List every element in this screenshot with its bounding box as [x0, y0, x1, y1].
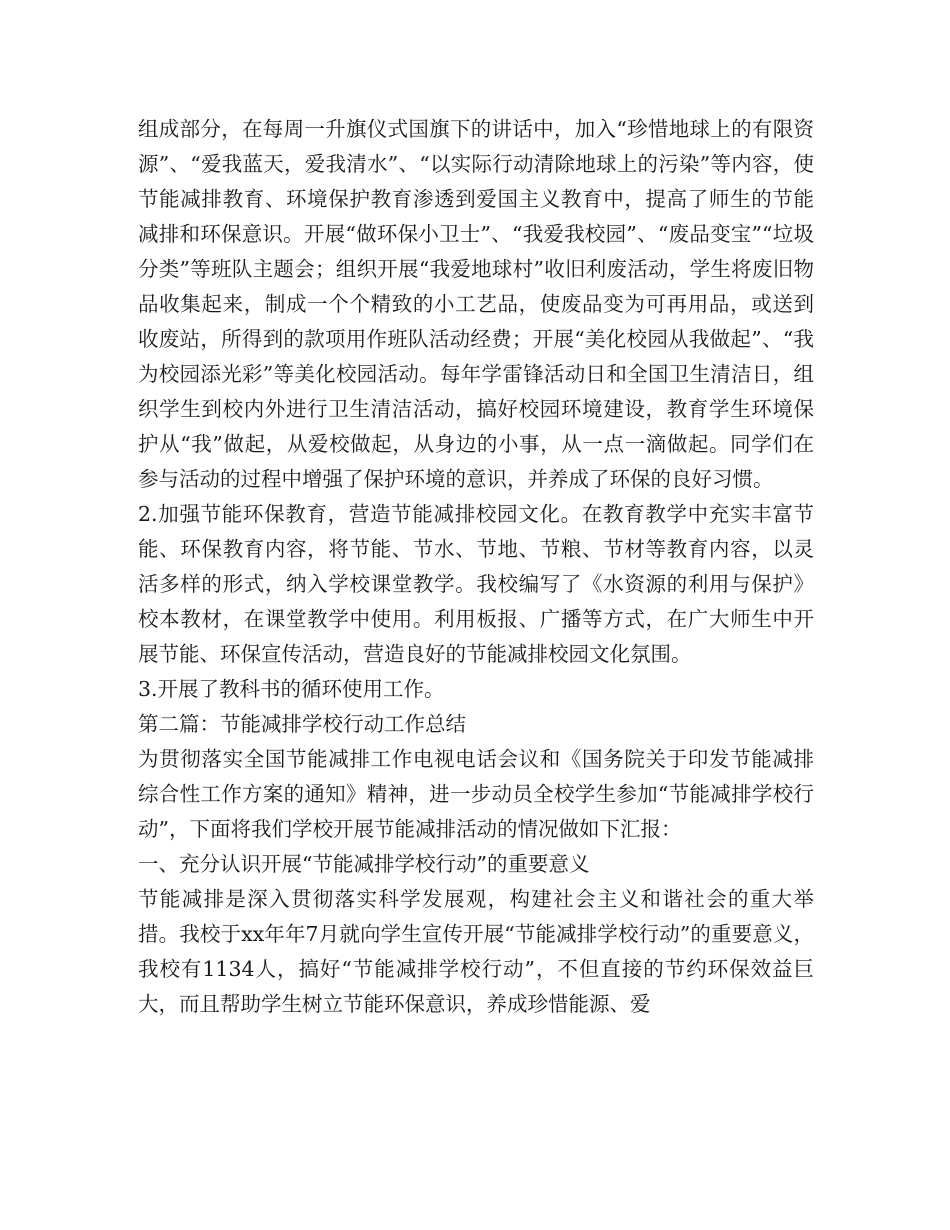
- paragraph-intro: 为贯彻落实全国节能减排工作电视电话会议和《国务院关于印发节能减排综合性工作方案的通知》精神，进一步动员全校学生参加“节能减排学校行动”，下面将我们学校开展节能减排活动的情况做如下汇报：: [138, 747, 814, 841]
- paragraph-significance: 节能减排是深入贯彻落实科学发展观，构建社会主义和谐社会的重大举措。我校于xx年年7月就向学生宣传开展“节能减排学校行动”的重要意义，我校有1134人，搞好“节能减排学校行动”，不但直接的节约环保效益巨大，而且帮助学生树立节能环保意识，养成珍惜能源、爱: [138, 887, 814, 1016]
- section-heading-one: 一、充分认识开展“节能减排学校行动”的重要意义: [138, 852, 590, 876]
- document-body: [138, 112, 814, 1022]
- paragraph-activities: 组成部分，在每周一升旗仪式国旗下的讲话中，加入“珍惜地球上的有限资源”、“爱我蓝天，爱我清水”、“以实际行动清除地球上的污染”等内容，使节能减排教育、环境保护教育渗透到爱国主义教育中，提高了师生的节能减排和环保意识。开展“做环保小卫士”、“我爱我校园”、“废品变宝”“垃圾分类”等班队主题会；组织开展“我爱地球村”收旧利废活动，学生将废旧物品收集起来，制成一个个精致的小工艺品，使废品变为可再用品，或送到收废站，所得到的款项用作班队活动经费；开展“美化校园从我做起”、“我为校园添光彩”等美化校园活动。每年学雷锋活动日和全国卫生清洁日，组织学生到校内外进行卫生清洁活动，搞好校园环境建设，教育学生环境保护从“我”做起，从爱校做起，从身边的小事，从一点一滴做起。同学们在参与活动的过程中增强了保护环境的意识，并养成了环保的良好习惯。: [138, 117, 814, 491]
- paragraph-item-2: 2.加强节能环保教育，营造节能减排校园文化。在教育教学中充实丰富节能、环保教育内容，将节能、节水、节地、节粮、节材等教育内容，以灵活多样的形式，纳入学校课堂教学。我校编写了《水资源的利用与保护》校本教材，在课堂教学中使用。利用板报、广播等方式，在广大师生中开展节能、环保宣传活动，营造良好的节能减排校园文化氛围。: [138, 502, 814, 666]
- section-heading-part-two: 第二篇：节能减排学校行动工作总结: [138, 712, 466, 736]
- paragraph-item-3: 3.开展了教科书的循环使用工作。: [138, 677, 445, 701]
